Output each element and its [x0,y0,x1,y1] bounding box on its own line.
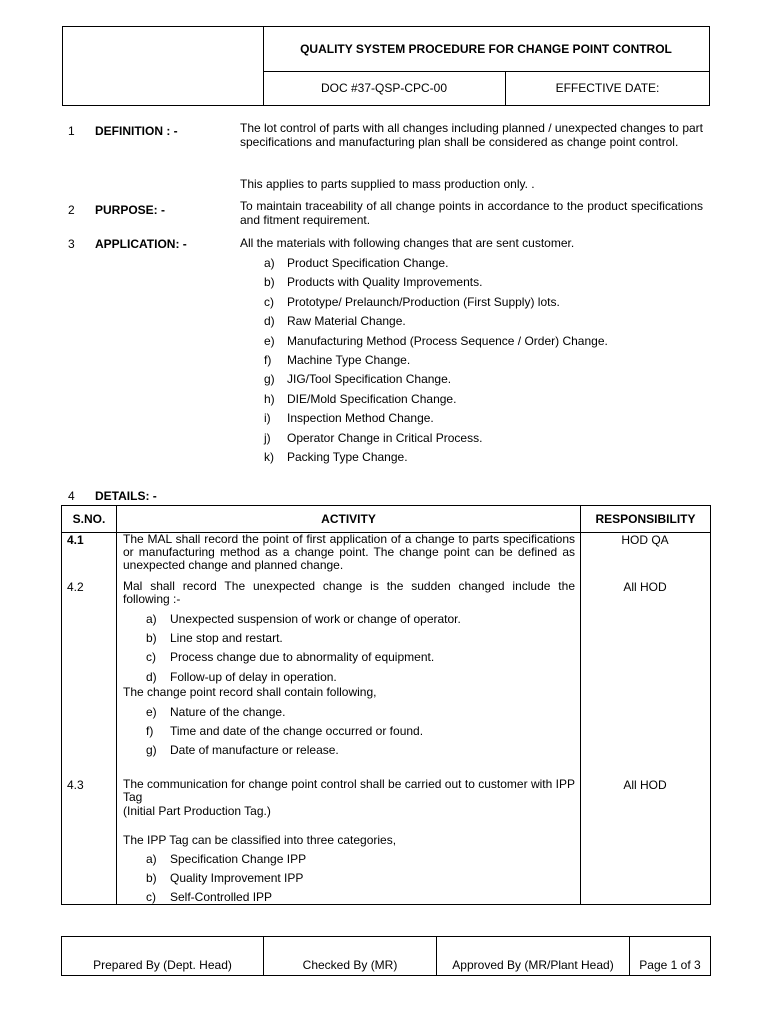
list-text: Self-Controlled IPP [170,890,273,905]
list-marker: g) [146,743,157,758]
list-text: Quality Improvement IPP [170,871,304,886]
document-header [62,26,710,106]
table-header-row [62,506,710,533]
row-sno: 4.1 [67,533,84,547]
list-marker: a) [264,256,275,270]
section-label: PURPOSE: - [95,203,166,217]
header-activity: ACTIVITY [321,512,376,526]
list-marker: e) [146,705,157,719]
list-text: Packing Type Change. [287,449,408,464]
application-text: All the materials with following changes that are sent customer. [240,236,575,250]
list-text: Manufacturing Method (Process Sequence / Order) Change. [287,333,608,348]
list-text: Time and date of the change occurred or found. [170,724,424,739]
list-marker: f) [264,352,272,367]
list-marker: e) [264,333,275,348]
list-text: Date of manufacture or release. [170,743,339,758]
section-label: APPLICATION: - [95,237,187,251]
list-marker: h) [264,391,275,406]
page-number: Page 1 of 3 [629,937,710,975]
header-responsibility: RESPONSIBILITY [595,512,696,526]
purpose-text: To maintain traceability of all change points in accordance to the product specifications and fitment requirement. [240,199,703,227]
row-activity-note: (Initial Part Production Tag.) [123,804,271,818]
row-responsibility: All HOD [623,778,667,792]
list-marker: b) [264,275,275,290]
list-text: Follow-up of delay in operation. [170,669,337,684]
section-label: DEFINITION : - [95,124,178,138]
list-marker: k) [264,449,274,464]
list-marker: d) [146,669,157,684]
list-text: Nature of the change. [170,705,286,719]
list-marker: f) [146,724,154,739]
column-divider [580,506,581,904]
definition-text: The lot control of parts with all changes including planned / unexpected changes to part specifications and manufacturing plan shall be considered as change point control. [240,121,703,149]
list-text: Unexpected suspension of work or change of operator. [170,612,461,626]
definition-note: This applies to parts supplied to mass production only. . [240,177,535,191]
list-text: Prototype/ Prelaunch/Production (First Supply) lots. [287,294,560,309]
list-text: Specification Change IPP [170,852,307,866]
list-text: Process change due to abnormality of equipment. [170,650,435,665]
section-number: 3 [68,237,75,251]
column-divider [116,506,117,904]
section-label: DETAILS: - [95,489,157,503]
row-activity: The communication for change point control shall be carried out to customer with IPP Tag [123,777,575,804]
list-text: Machine Type Change. [287,352,411,367]
list-text: Products with Quality Improvements. [287,275,483,290]
list-text: Product Specification Change. [287,256,449,270]
list-marker: b) [146,631,157,646]
list-marker: c) [146,650,156,665]
row-sno: 4.2 [67,580,84,594]
list-marker: c) [146,890,156,905]
list-marker: i) [264,411,271,426]
section-number: 4 [68,489,75,503]
list-text: JIG/Tool Specification Change. [287,372,452,387]
list-marker: j) [264,430,271,445]
list-text: Raw Material Change. [287,314,406,329]
row-sno: 4.3 [67,778,84,792]
prepared-by: Prepared By (Dept. Head) [93,958,232,972]
list-text: DIE/Mold Specification Change. [287,391,457,406]
row-activity-note: The change point record shall contain following, [123,685,377,699]
row-responsibility: HOD QA [621,533,669,547]
row-activity-note: The IPP Tag can be classified into three categories, [123,833,397,847]
row-activity: Mal shall record The unexpected change is the sudden changed include the following :- [123,579,575,606]
logo-area [63,27,264,105]
section-number: 1 [68,124,75,138]
doc-number: DOC #37-QSP-CPC-00 [263,71,506,105]
list-text: Line stop and restart. [170,631,283,646]
document-title: QUALITY SYSTEM PROCEDURE FOR CHANGE POINT CONTROL [263,27,709,72]
list-marker: a) [146,612,157,626]
list-marker: d) [264,314,275,329]
list-text: Operator Change in Critical Process. [287,430,483,445]
details-table [61,505,711,905]
approved-by: Approved By (MR/Plant Head) [436,937,629,975]
list-marker: b) [146,871,157,886]
list-text: Inspection Method Change. [287,411,434,426]
header-sno: S.NO. [72,512,106,526]
row-activity: The MAL shall record the point of first application of a change to parts specifications or manufacturing method as a change point. The change point can be defined as unexpected change and planned change. [123,532,575,572]
signature-footer [61,936,711,976]
row-responsibility: All HOD [623,580,667,594]
list-marker: c) [264,294,274,309]
effective-date: EFFECTIVE DATE: [555,81,660,95]
section-number: 2 [68,203,75,217]
list-marker: g) [264,372,275,387]
list-marker: a) [146,852,157,866]
checked-by: Checked By (MR) [263,937,436,975]
